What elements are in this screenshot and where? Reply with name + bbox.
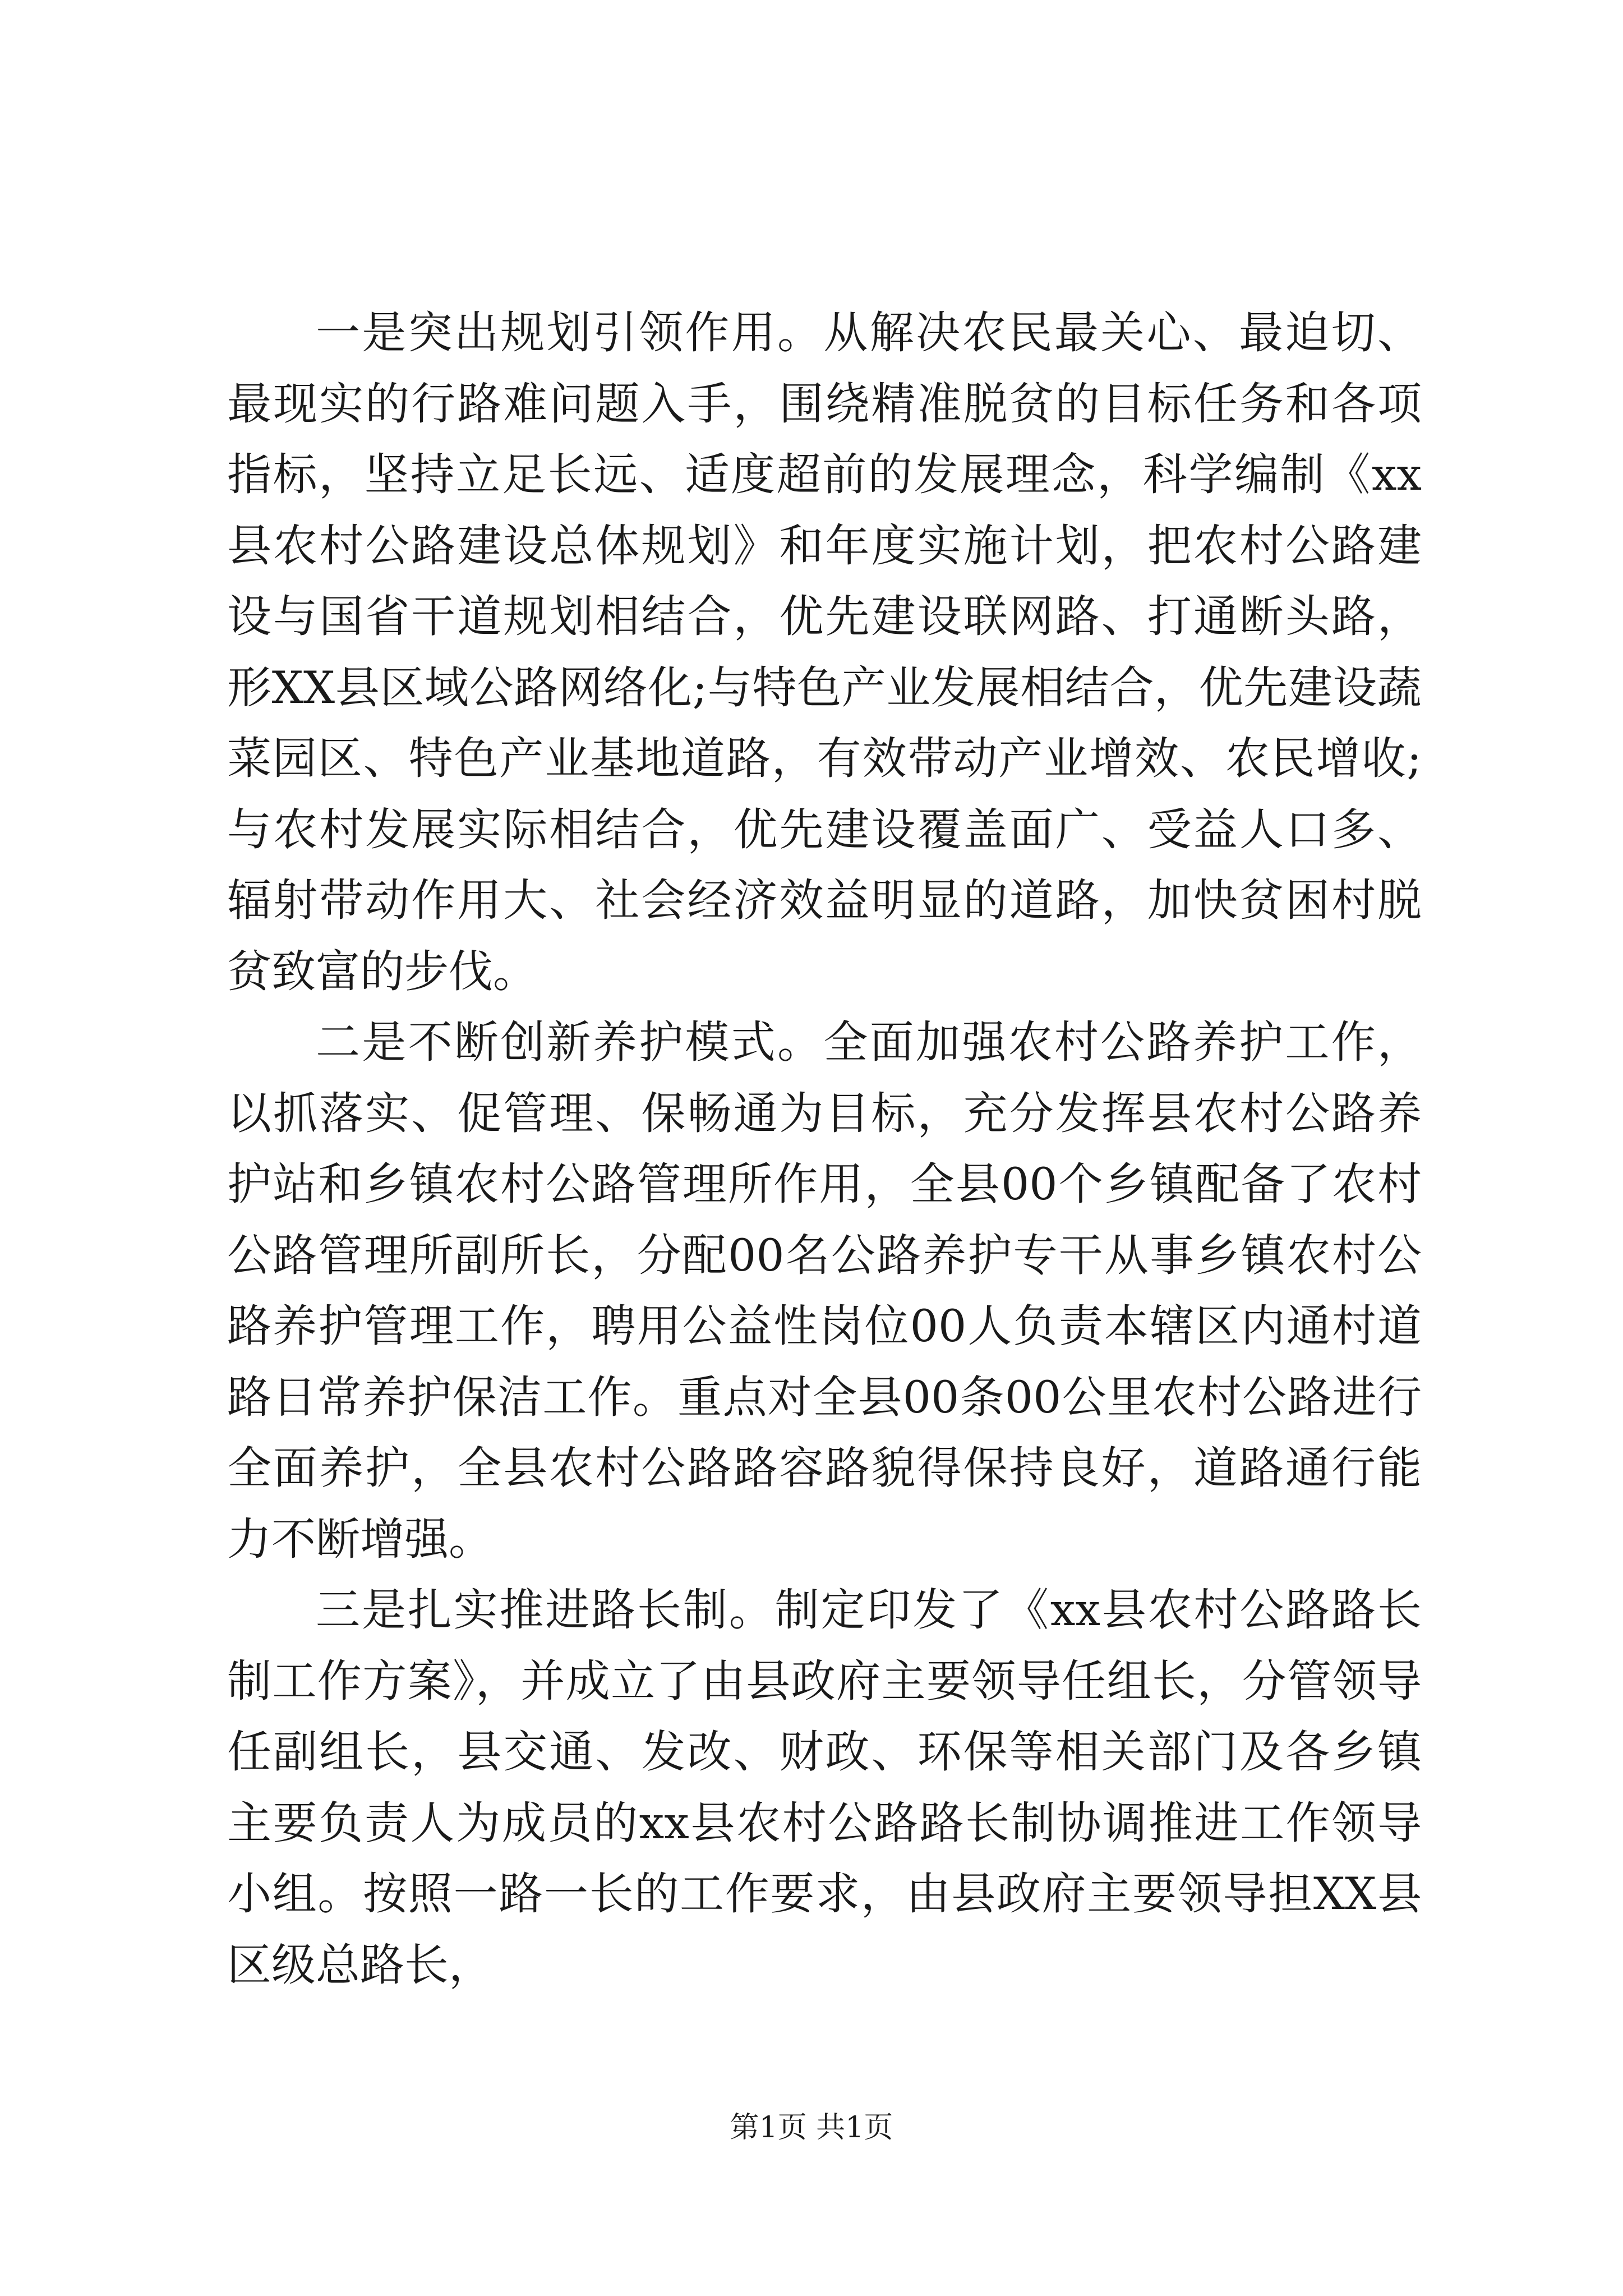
paragraph-planning: 一是突出规划引领作用。从解决农民最关心、最迫切、最现实的行路难问题入手，围绕精准脱贫的目标任务和各项指标，坚持立足长远、适度超前的发展理念，科学编制《xx县农村公路建设总体规划》和年度实施计划，把农村公路建设与国省干道规划相结合，优先建设联网路、打通断头路，形XX县区域公路网络化;与特色产业发展相结合，优先建设蔬菜园区、特色产业基地道路，有效带动产业增效、农民增收;与农村发展实际相结合，优先建设覆盖面广、受益人口多、辐射带动作用大、社会经济效益明显的道路，加快贫困村脱贫致富的步伐。 xyxy=(227,307,1422,997)
paragraph-road-chief: 三是扎实推进路长制。制定印发了《xx县农村公路路长制工作方案》，并成立了由县政府主要领导任组长，分管领导任副组长，县交通、发改、财政、环保等相关部门及各乡镇主要负责人为成员的xx县农村公路路长制协调推进工作领导小组。按照一路一长的工作要求，由县政府主要领导担XX县区级总路长， xyxy=(227,1584,1422,1991)
document-body xyxy=(227,297,1422,2000)
page-footer xyxy=(0,2108,1623,2147)
paragraph-maintenance: 二是不断创新养护模式。全面加强农村公路养护工作，以抓落实、促管理、保畅通为目标，充分发挥县农村公路养护站和乡镇农村公路管理所作用，全县00个乡镇配备了农村公路管理所副所长，分配00名公路养护专干从事乡镇农村公路养护管理工作，聘用公益性岗位00人负责本辖区内通村道路日常养护保洁工作。重点对全县00条00公里农村公路进行全面养护，全县农村公路路容路貌得保持良好，道路通行能力不断增强。 xyxy=(227,1016,1422,1565)
page-number: 第1页 共1页 xyxy=(730,2111,893,2145)
